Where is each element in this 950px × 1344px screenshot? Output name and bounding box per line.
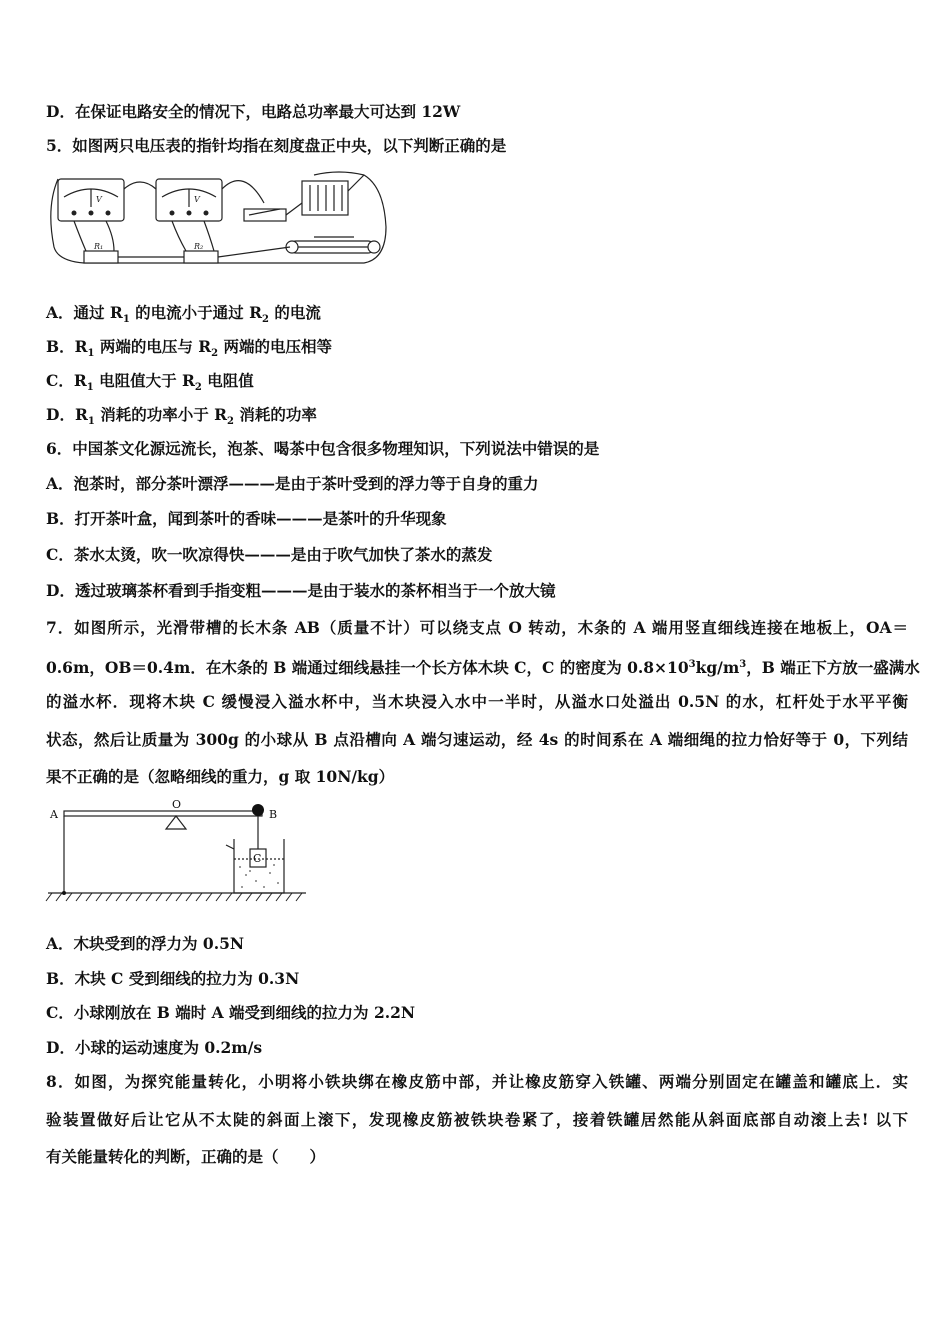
q5-option-b: B．$R_1$ 两端的电压与 $R_2$ 两端的电压相等 (46, 337, 333, 360)
q6-option-b: B．打开茶叶盒，闻到茶叶的香味———是茶叶的升华现象 (46, 509, 447, 528)
q5-option-d: D．$R_1$ 消耗的功率小于 $R_2$ 消耗的功率 (46, 405, 317, 428)
q5-stem: 5．如图两只电压表的指针均指在刻度盘正中央，以下判断正确的是 (46, 136, 507, 155)
q6-option-a: A．泡茶时，部分茶叶漂浮———是由于茶叶受到的浮力等于自身的重力 (46, 474, 539, 493)
q5-fig-label-v2: V (194, 195, 200, 204)
q7-stem-line5: 果不正确的是（忽略细线的重力，g 取 10N/kg） (46, 767, 395, 786)
q7-option-b: B．木块 C 受到细线的拉力为 0.3N (46, 969, 300, 988)
q7-stem-line3: 的溢水杯．现将木块 C 缓慢浸入溢水杯中，当木块浸入水中一半时，从溢水口处溢出 0.5N 的水，杠杆处于水平平衡 (46, 692, 908, 711)
q7-fig-label-b: B (269, 808, 278, 821)
q8-stem-line2: 验装置做好后让它从不太陡的斜面上滚下，发现橡皮筋被铁块卷紧了，接着铁罐居然能从斜面底部自动滚上去! 以下 (46, 1110, 908, 1129)
q7-lever-figure (44, 797, 310, 905)
q7-option-c: C．小球刚放在 B 端时 A 端受到细线的拉力为 2.2N (46, 1003, 416, 1022)
q6-option-d: D．透过玻璃茶杯看到手指变粗———是由于装水的茶杯相当于一个放大镜 (46, 581, 556, 600)
q7-stem-line1: 7．如图所示，光滑带槽的长木条 AB（质量不计）可以绕支点 O 转动，木条的 A 端用竖直细线连接在地板上，OA＝ (46, 618, 908, 637)
q8-stem-line3: 有关能量转化的判断，正确的是（ ） (46, 1147, 326, 1166)
q4-option-d: D．在保证电路安全的情况下，电路总功率最大可达到 12W (46, 102, 461, 121)
q5-circuit-figure (44, 167, 394, 273)
q5-option-c: C．$R_1$ 电阻值大于 $R_2$ 电阻值 (46, 371, 254, 394)
q5-fig-label-r1: R₁ (94, 242, 104, 251)
q5-fig-label-v1: V (96, 195, 102, 204)
q7-fig-label-o: O (172, 798, 182, 811)
q6-option-c: C．茶水太烫，吹一吹凉得快———是由于吹气加快了茶水的蒸发 (46, 545, 493, 564)
q7-stem-line4: 状态，然后让质量为 300g 的小球从 B 点沿槽向 A 端匀速运动，经 4s 的时间系在 A 端细绳的拉力恰好等于 0，下列结 (46, 730, 908, 749)
q7-option-a: A．木块受到的浮力为 0.5N (46, 934, 245, 953)
q6-stem: 6．中国茶文化源远流长，泡茶、喝茶中包含很多物理知识，下列说法中错误的是 (46, 439, 600, 458)
q7-fig-ball (252, 804, 264, 816)
q5-option-a: A．通过 $R_1$ 的电流小于通过 $R_2$ 的电流 (46, 303, 321, 326)
q7-option-d: D．小球的运动速度为 0.2m/s (46, 1038, 263, 1057)
q7-fig-label-c: C (253, 852, 262, 865)
q5-fig-label-r2: R₂ (194, 242, 204, 251)
q7-stem-line2: 0.6m，OB＝0.4m．在木条的 B 端通过细线悬挂一个长方体木块 C，C 的密度为 $0.8\times 10^3kg/m^3$，B 端正下方放一盛满水 (46, 658, 920, 678)
q7-fig-label-a: A (50, 808, 58, 821)
q8-stem-line1: 8．如图，为探究能量转化，小明将小铁块绑在橡皮筋中部，并让橡皮筋穿入铁罐、两端分别固定在罐盖和罐底上．实 (46, 1072, 908, 1091)
